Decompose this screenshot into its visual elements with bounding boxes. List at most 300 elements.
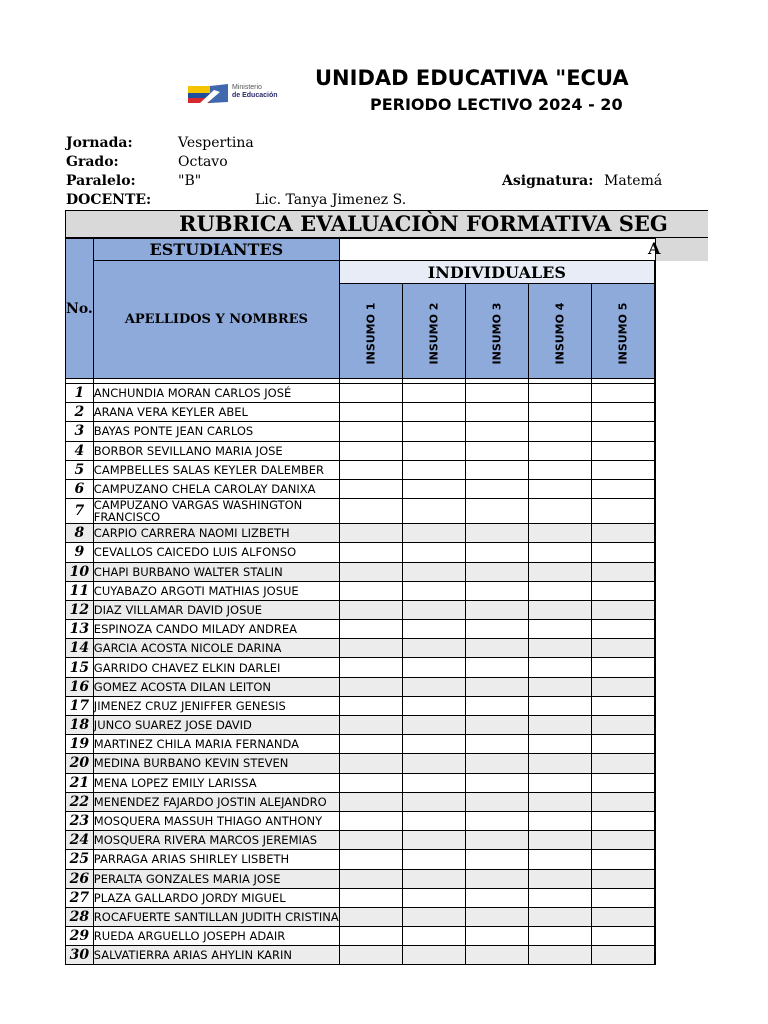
row-number: 16 xyxy=(66,677,94,696)
row-number: 3 xyxy=(66,422,94,441)
grade-cell[interactable] xyxy=(465,639,528,658)
grade-cell[interactable] xyxy=(402,422,465,441)
row-number: 10 xyxy=(66,562,94,581)
row-number: 12 xyxy=(66,600,94,619)
docente-value: Lic. Tanya Jimenez S. xyxy=(255,192,407,208)
student-name: ANCHUNDIA MORAN CARLOS JOSÉ xyxy=(93,384,339,403)
logo-line-2: de Educación xyxy=(232,92,278,99)
grade-cell[interactable] xyxy=(339,403,402,422)
grade-cell[interactable] xyxy=(465,869,528,888)
grade-cell[interactable] xyxy=(528,562,591,581)
grade-cell[interactable] xyxy=(591,658,654,677)
grade-cell[interactable] xyxy=(339,441,402,460)
grade-cell[interactable] xyxy=(465,696,528,715)
grade-cell[interactable] xyxy=(528,696,591,715)
table-row xyxy=(66,524,656,543)
grade-cell[interactable] xyxy=(402,907,465,926)
student-name: MARTINEZ CHILA MARIA FERNANDA xyxy=(93,735,339,754)
row-number: 28 xyxy=(66,907,94,926)
grade-cell[interactable] xyxy=(654,658,655,677)
grade-cell[interactable] xyxy=(591,792,654,811)
grade-cell[interactable] xyxy=(591,620,654,639)
grade-cell[interactable] xyxy=(339,524,402,543)
student-name: ARANA VERA KEYLER ABEL xyxy=(93,403,339,422)
grade-cell[interactable] xyxy=(465,677,528,696)
grado-value: Octavo xyxy=(178,154,228,170)
grade-cell[interactable] xyxy=(339,543,402,562)
table-row xyxy=(66,658,656,677)
grado-label: Grado: xyxy=(66,154,119,170)
table-row xyxy=(66,620,656,639)
jornada-value: Vespertina xyxy=(178,135,254,151)
grade-cell[interactable] xyxy=(465,460,528,479)
row-number: 18 xyxy=(66,716,94,735)
grade-cell[interactable] xyxy=(402,754,465,773)
grade-cell[interactable] xyxy=(465,543,528,562)
grade-cell[interactable] xyxy=(528,658,591,677)
row-number: 11 xyxy=(66,581,94,600)
student-name: ESPINOZA CANDO MILADY ANDREA xyxy=(93,620,339,639)
individuales-header: INDIVIDUALES xyxy=(339,261,654,284)
grade-cell[interactable] xyxy=(591,499,654,524)
table-row xyxy=(66,946,656,965)
row-number: 13 xyxy=(66,620,94,639)
grade-cell[interactable] xyxy=(591,384,654,403)
grade-cell[interactable] xyxy=(465,600,528,619)
paralelo-value: "B" xyxy=(178,173,202,189)
grade-cell[interactable] xyxy=(402,888,465,907)
grade-cell[interactable] xyxy=(591,600,654,619)
table-row xyxy=(66,792,656,811)
row-number: 8 xyxy=(66,524,94,543)
insumo-1-header: INSUMO 1 xyxy=(339,284,402,379)
grade-cell[interactable] xyxy=(339,499,402,524)
grade-cell[interactable] xyxy=(402,403,465,422)
grade-cell[interactable] xyxy=(402,499,465,524)
grade-cell[interactable] xyxy=(528,600,591,619)
grade-cell[interactable] xyxy=(465,499,528,524)
grade-cell[interactable] xyxy=(402,543,465,562)
table-row xyxy=(66,581,656,600)
grade-cell[interactable] xyxy=(339,927,402,946)
grade-cell[interactable] xyxy=(339,562,402,581)
grade-cell[interactable] xyxy=(528,524,591,543)
table-row xyxy=(66,696,656,715)
row-number: 24 xyxy=(66,831,94,850)
period-title: PERIODO LECTIVO 2024 - 20 xyxy=(370,95,623,114)
student-name: CEVALLOS CAICEDO LUIS ALFONSO xyxy=(93,543,339,562)
row-number: 21 xyxy=(66,773,94,792)
grade-cell[interactable] xyxy=(591,716,654,735)
grade-cell[interactable] xyxy=(402,773,465,792)
grade-cell[interactable] xyxy=(339,869,402,888)
grade-cell[interactable] xyxy=(591,946,654,965)
grade-cell[interactable] xyxy=(591,754,654,773)
student-name: CAMPUZANO VARGAS WASHINGTON FRANCISCO xyxy=(93,499,339,524)
grade-cell[interactable] xyxy=(654,441,655,460)
grade-cell[interactable] xyxy=(528,927,591,946)
grade-cell[interactable] xyxy=(339,581,402,600)
table-row xyxy=(66,403,656,422)
table-row xyxy=(66,831,656,850)
grade-cell[interactable] xyxy=(402,811,465,830)
student-name: CHAPI BURBANO WALTER STALIN xyxy=(93,562,339,581)
grade-cell[interactable] xyxy=(465,831,528,850)
blank-right-header xyxy=(654,261,655,284)
grade-cell[interactable] xyxy=(528,403,591,422)
grade-cell[interactable] xyxy=(465,620,528,639)
grade-cell[interactable] xyxy=(528,888,591,907)
grade-cell[interactable] xyxy=(465,811,528,830)
table-row xyxy=(66,422,656,441)
grade-cell[interactable] xyxy=(591,907,654,926)
grade-cell[interactable] xyxy=(654,499,655,524)
grade-cell[interactable] xyxy=(591,850,654,869)
grade-cell[interactable] xyxy=(339,460,402,479)
student-name: SALVATIERRA ARIAS AHYLIN KARIN xyxy=(93,946,339,965)
table-row xyxy=(66,639,656,658)
student-rows xyxy=(66,384,656,965)
row-number: 19 xyxy=(66,735,94,754)
grade-cell[interactable] xyxy=(654,792,655,811)
grade-cell[interactable] xyxy=(654,831,655,850)
grade-cell[interactable] xyxy=(528,754,591,773)
student-name: ROCAFUERTE SANTILLAN JUDITH CRISTINA xyxy=(93,907,339,926)
grade-cell[interactable] xyxy=(591,543,654,562)
grade-cell[interactable] xyxy=(339,677,402,696)
row-number: 25 xyxy=(66,850,94,869)
row-number: 6 xyxy=(66,479,94,498)
row-number: 1 xyxy=(66,384,94,403)
blank-header-cell xyxy=(339,239,655,261)
grade-cell[interactable] xyxy=(339,831,402,850)
school-title: UNIDAD EDUCATIVA "ECUA xyxy=(315,66,629,90)
grade-cell[interactable] xyxy=(654,696,655,715)
table-row xyxy=(66,716,656,735)
grade-cell[interactable] xyxy=(591,888,654,907)
grade-cell[interactable] xyxy=(654,384,655,403)
grade-cell[interactable] xyxy=(465,850,528,869)
grade-cell[interactable] xyxy=(402,831,465,850)
table-row xyxy=(66,499,656,524)
grade-cell[interactable] xyxy=(402,869,465,888)
grade-cell[interactable] xyxy=(591,479,654,498)
table-row xyxy=(66,677,656,696)
grade-cell[interactable] xyxy=(528,946,591,965)
grade-cell[interactable] xyxy=(339,735,402,754)
student-name: MOSQUERA MASSUH THIAGO ANTHONY xyxy=(93,811,339,830)
grade-cell[interactable] xyxy=(402,639,465,658)
grade-cell[interactable] xyxy=(591,403,654,422)
grade-cell[interactable] xyxy=(528,850,591,869)
grade-cell[interactable] xyxy=(528,716,591,735)
grade-cell[interactable] xyxy=(528,811,591,830)
insumo-5-header: INSUMO 5 xyxy=(591,284,654,379)
grade-cell[interactable] xyxy=(465,754,528,773)
grade-cell[interactable] xyxy=(339,716,402,735)
grade-cell[interactable] xyxy=(528,677,591,696)
row-number: 4 xyxy=(66,441,94,460)
grade-cell[interactable] xyxy=(339,888,402,907)
grade-cell[interactable] xyxy=(402,562,465,581)
grade-cell[interactable] xyxy=(465,403,528,422)
grade-cell[interactable] xyxy=(465,562,528,581)
student-name: GOMEZ ACOSTA DILAN LEITON xyxy=(93,677,339,696)
grade-cell[interactable] xyxy=(528,499,591,524)
row-number: 2 xyxy=(66,403,94,422)
grade-cell[interactable] xyxy=(654,735,655,754)
row-number: 9 xyxy=(66,543,94,562)
row-number: 14 xyxy=(66,639,94,658)
table-row xyxy=(66,384,656,403)
grade-cell[interactable] xyxy=(339,639,402,658)
grade-cell[interactable] xyxy=(402,524,465,543)
grade-cell[interactable] xyxy=(654,888,655,907)
grade-cell[interactable] xyxy=(402,927,465,946)
grade-cell[interactable] xyxy=(654,773,655,792)
table-row xyxy=(66,600,656,619)
grade-cell[interactable] xyxy=(591,677,654,696)
grade-cell[interactable] xyxy=(528,869,591,888)
grade-cell[interactable] xyxy=(528,460,591,479)
grade-cell[interactable] xyxy=(465,946,528,965)
grade-cell[interactable] xyxy=(465,658,528,677)
table-row xyxy=(66,562,656,581)
apellidos-header: APELLIDOS Y NOMBRES xyxy=(93,261,339,379)
grade-cell[interactable] xyxy=(465,792,528,811)
grade-cell[interactable] xyxy=(591,460,654,479)
student-name: CAMPBELLES SALAS KEYLER DALEMBER xyxy=(93,460,339,479)
grade-cell[interactable] xyxy=(528,384,591,403)
grade-cell[interactable] xyxy=(402,677,465,696)
grade-cell[interactable] xyxy=(402,696,465,715)
grade-cell[interactable] xyxy=(339,600,402,619)
jornada-label: Jornada: xyxy=(66,135,133,151)
grade-cell[interactable] xyxy=(465,773,528,792)
grade-cell[interactable] xyxy=(654,460,655,479)
grade-cell[interactable] xyxy=(402,792,465,811)
grade-cell[interactable] xyxy=(465,422,528,441)
grade-cell[interactable] xyxy=(465,907,528,926)
grade-cell[interactable] xyxy=(402,460,465,479)
grade-cell[interactable] xyxy=(654,716,655,735)
row-number: 20 xyxy=(66,754,94,773)
student-name: MOSQUERA RIVERA MARCOS JEREMIAS xyxy=(93,831,339,850)
grade-cell[interactable] xyxy=(654,581,655,600)
grade-cell[interactable] xyxy=(654,562,655,581)
insumo-4-header: INSUMO 4 xyxy=(528,284,591,379)
grade-cell[interactable] xyxy=(528,639,591,658)
grade-cell[interactable] xyxy=(465,441,528,460)
grade-cell[interactable] xyxy=(465,735,528,754)
row-number: 23 xyxy=(66,811,94,830)
grade-cell[interactable] xyxy=(591,773,654,792)
grade-cell[interactable] xyxy=(528,441,591,460)
col-a-label: A xyxy=(648,239,661,258)
insumo-3-header: INSUMO 3 xyxy=(465,284,528,379)
student-name: MEDINA BURBANO KEVIN STEVEN xyxy=(93,754,339,773)
logo-line-1: Ministerio xyxy=(232,84,262,91)
student-name: PERALTA GONZALES MARIA JOSE xyxy=(93,869,339,888)
table-row xyxy=(66,907,656,926)
grade-cell[interactable] xyxy=(591,869,654,888)
grade-cell[interactable] xyxy=(339,620,402,639)
row-number: 15 xyxy=(66,658,94,677)
grade-cell[interactable] xyxy=(654,850,655,869)
grade-cell[interactable] xyxy=(591,422,654,441)
student-name: GARRIDO CHAVEZ ELKIN DARLEI xyxy=(93,658,339,677)
table-row xyxy=(66,869,656,888)
grade-cell[interactable] xyxy=(528,581,591,600)
grades-table xyxy=(65,238,656,965)
grade-cell[interactable] xyxy=(591,562,654,581)
grade-cell[interactable] xyxy=(654,677,655,696)
student-name: CUYABAZO ARGOTI MATHIAS JOSUE xyxy=(93,581,339,600)
grade-cell[interactable] xyxy=(402,946,465,965)
table-row xyxy=(66,441,656,460)
grade-cell[interactable] xyxy=(591,696,654,715)
row-number: 5 xyxy=(66,460,94,479)
table-row xyxy=(66,460,656,479)
grade-cell[interactable] xyxy=(654,422,655,441)
asignatura-label: Asignatura: xyxy=(502,173,594,189)
grade-cell[interactable] xyxy=(591,639,654,658)
header-overflow-cell xyxy=(656,238,708,261)
grade-cell[interactable] xyxy=(591,441,654,460)
student-name: CARPIO CARRERA NAOMI LIZBETH xyxy=(93,524,339,543)
grade-cell[interactable] xyxy=(402,479,465,498)
grade-cell[interactable] xyxy=(402,581,465,600)
grade-cell[interactable] xyxy=(465,524,528,543)
grade-cell[interactable] xyxy=(654,927,655,946)
grade-cell[interactable] xyxy=(339,850,402,869)
grade-cell[interactable] xyxy=(591,831,654,850)
student-name: RUEDA ARGUELLO JOSEPH ADAIR xyxy=(93,927,339,946)
student-name: BORBOR SEVILLANO MARIA JOSE xyxy=(93,441,339,460)
grade-cell[interactable] xyxy=(465,716,528,735)
student-name: MENENDEZ FAJARDO JOSTIN ALEJANDRO xyxy=(93,792,339,811)
table-row xyxy=(66,850,656,869)
grade-cell[interactable] xyxy=(654,811,655,830)
table-row xyxy=(66,479,656,498)
grade-cell[interactable] xyxy=(339,658,402,677)
grade-cell[interactable] xyxy=(339,811,402,830)
grade-cell[interactable] xyxy=(654,620,655,639)
student-name: MENA LOPEZ EMILY LARISSA xyxy=(93,773,339,792)
grade-cell[interactable] xyxy=(654,543,655,562)
student-name: GARCIA ACOSTA NICOLE DARINA xyxy=(93,639,339,658)
grade-cell[interactable] xyxy=(402,716,465,735)
table-row xyxy=(66,888,656,907)
grade-cell[interactable] xyxy=(339,754,402,773)
grade-cell[interactable] xyxy=(402,441,465,460)
student-name: BAYAS PONTE JEAN CARLOS xyxy=(93,422,339,441)
grade-cell[interactable] xyxy=(339,384,402,403)
student-name: JIMENEZ CRUZ JENIFFER GENESIS xyxy=(93,696,339,715)
grade-cell[interactable] xyxy=(528,792,591,811)
row-number: 7 xyxy=(66,499,94,524)
grade-cell[interactable] xyxy=(465,581,528,600)
row-number: 22 xyxy=(66,792,94,811)
grade-cell[interactable] xyxy=(465,384,528,403)
grade-cell[interactable] xyxy=(654,869,655,888)
grade-cell[interactable] xyxy=(654,479,655,498)
no-header: No. xyxy=(66,239,94,379)
grade-cell[interactable] xyxy=(339,946,402,965)
table-row xyxy=(66,735,656,754)
grade-cell[interactable] xyxy=(654,600,655,619)
student-name: PLAZA GALLARDO JORDY MIGUEL xyxy=(93,888,339,907)
insumo-2-header: INSUMO 2 xyxy=(402,284,465,379)
grade-cell[interactable] xyxy=(339,773,402,792)
grade-cell[interactable] xyxy=(528,543,591,562)
grade-cell[interactable] xyxy=(528,831,591,850)
grade-cell[interactable] xyxy=(465,888,528,907)
grade-cell[interactable] xyxy=(654,907,655,926)
table-row xyxy=(66,927,656,946)
grade-cell[interactable] xyxy=(528,773,591,792)
grade-cell[interactable] xyxy=(402,600,465,619)
student-name: PARRAGA ARIAS SHIRLEY LISBETH xyxy=(93,850,339,869)
grade-cell[interactable] xyxy=(591,927,654,946)
grade-cell[interactable] xyxy=(402,850,465,869)
grade-cell[interactable] xyxy=(465,927,528,946)
grade-cell[interactable] xyxy=(654,524,655,543)
student-name: DIAZ VILLAMAR DAVID JOSUE xyxy=(93,600,339,619)
grade-cell[interactable] xyxy=(339,479,402,498)
table-row xyxy=(66,543,656,562)
estudiantes-header: ESTUDIANTES xyxy=(93,239,339,261)
grade-cell[interactable] xyxy=(339,422,402,441)
row-number: 27 xyxy=(66,888,94,907)
grade-cell[interactable] xyxy=(528,620,591,639)
grade-cell[interactable] xyxy=(591,524,654,543)
grade-cell[interactable] xyxy=(402,384,465,403)
grade-cell[interactable] xyxy=(339,792,402,811)
grade-cell[interactable] xyxy=(654,403,655,422)
grade-cell[interactable] xyxy=(654,754,655,773)
grade-cell[interactable] xyxy=(402,735,465,754)
asignatura-value: Matemá xyxy=(604,173,663,189)
row-number: 26 xyxy=(66,869,94,888)
grade-cell[interactable] xyxy=(528,907,591,926)
student-name: JUNCO SUAREZ JOSE DAVID xyxy=(93,716,339,735)
grade-cell[interactable] xyxy=(528,479,591,498)
insumo-6-header xyxy=(654,284,655,379)
table-row xyxy=(66,754,656,773)
row-number: 17 xyxy=(66,696,94,715)
rubrica-title: RUBRICA EVALUACIÒN FORMATIVA SEG xyxy=(65,210,708,238)
row-number: 30 xyxy=(66,946,94,965)
docente-label: DOCENTE: xyxy=(66,192,152,208)
grade-cell[interactable] xyxy=(465,479,528,498)
grade-cell[interactable] xyxy=(591,735,654,754)
grade-cell[interactable] xyxy=(339,696,402,715)
grade-cell[interactable] xyxy=(402,658,465,677)
row-number: 29 xyxy=(66,927,94,946)
grade-cell[interactable] xyxy=(528,422,591,441)
grade-cell[interactable] xyxy=(654,946,655,965)
grade-cell[interactable] xyxy=(402,620,465,639)
table-row xyxy=(66,811,656,830)
grade-cell[interactable] xyxy=(339,907,402,926)
student-name: CAMPUZANO CHELA CAROLAY DANIXA xyxy=(93,479,339,498)
paralelo-label: Paralelo: xyxy=(66,173,136,189)
grade-cell[interactable] xyxy=(591,581,654,600)
grade-cell[interactable] xyxy=(654,639,655,658)
grade-cell[interactable] xyxy=(528,735,591,754)
grade-cell[interactable] xyxy=(591,811,654,830)
